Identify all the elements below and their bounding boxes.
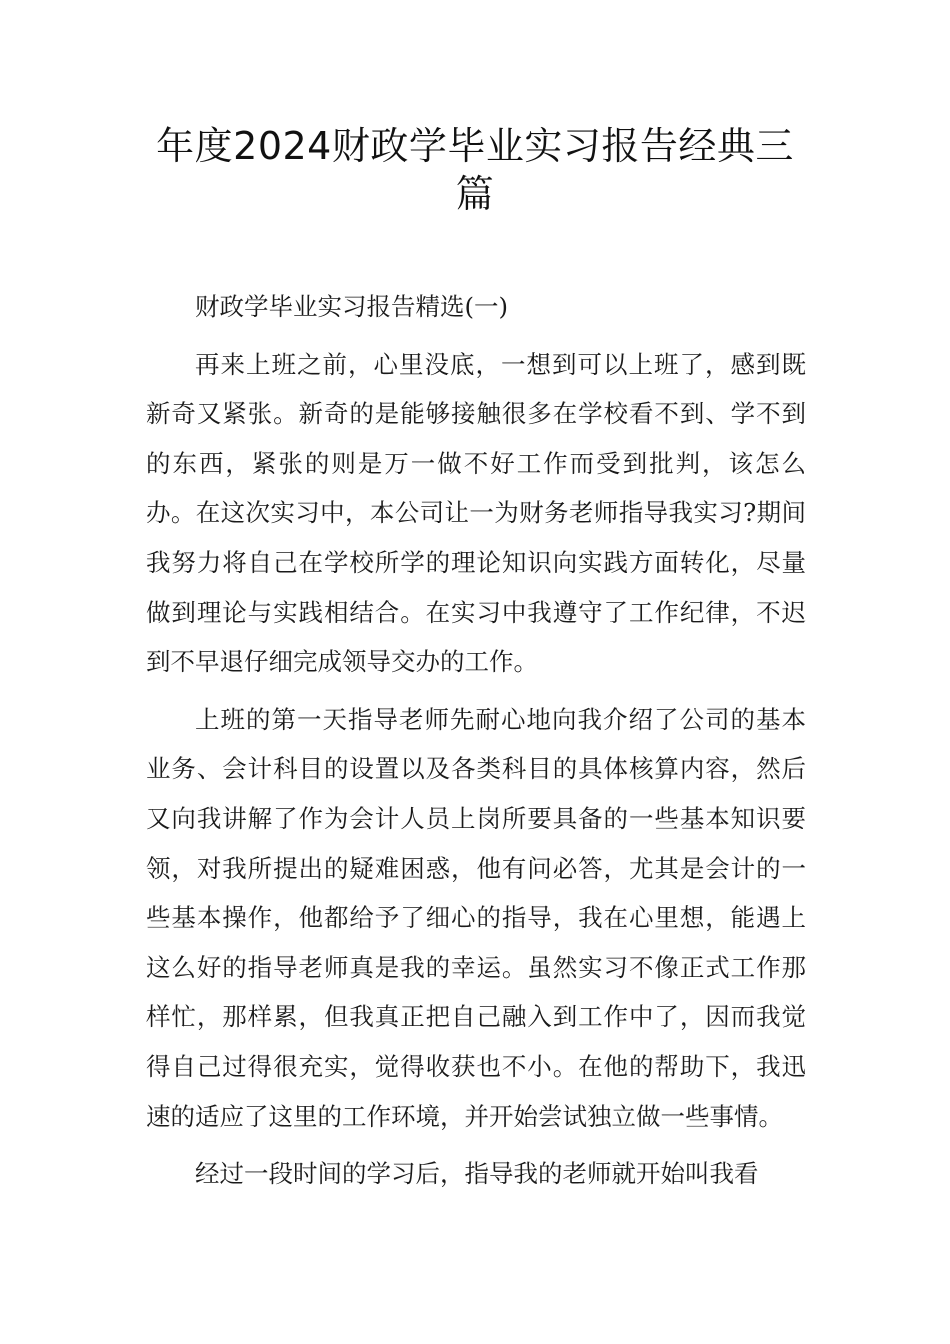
paragraph-2: 上班的第一天指导老师先耐心地向我介绍了公司的基本业务、会计科目的设置以及各类科目的具体核算内容，然后又向我讲解了作为会计人员上岗所要具备的一些基本知识要领，对我所提出的疑难困惑，他有问必答，尤其是会计的一些基本操作，他都给予了细心的指导，我在心里想，能遇上这么好的指导老师真是我的幸运。虽然实习不像正式工作那样忙，那样累，但我真正把自己融入到工作中了，因而我觉得自己过得很充实，觉得收获也不小。在他的帮助下，我迅速的适应了这里的工作环境，并开始尝试独立做一些事情。 — [146, 704, 806, 1131]
section-heading: 财政学毕业实习报告精选(一) — [195, 292, 509, 321]
paragraph-3: 经过一段时间的学习后，指导我的老师就开始叫我看 — [195, 1159, 759, 1189]
document-body — [146, 282, 806, 1207]
paragraph-1: 再来上班之前，心里没底，一想到可以上班了，感到既新奇又紧张。新奇的是能够接触很多在学校看不到、学不到的东西，紧张的则是万一做不好工作而受到批判，该怎么办。在这次实习中，本公司让一为财务老师指导我实习?期间我努力将自己在学校所学的理论知识向实践方面转化，尽量做到理论与实践相结合。在实习中我遵守了工作纪律，不迟到不早退仔细完成领导交办的工作。 — [146, 349, 806, 677]
document-title: 年度2024财政学毕业实习报告经典三篇 — [156, 124, 794, 216]
